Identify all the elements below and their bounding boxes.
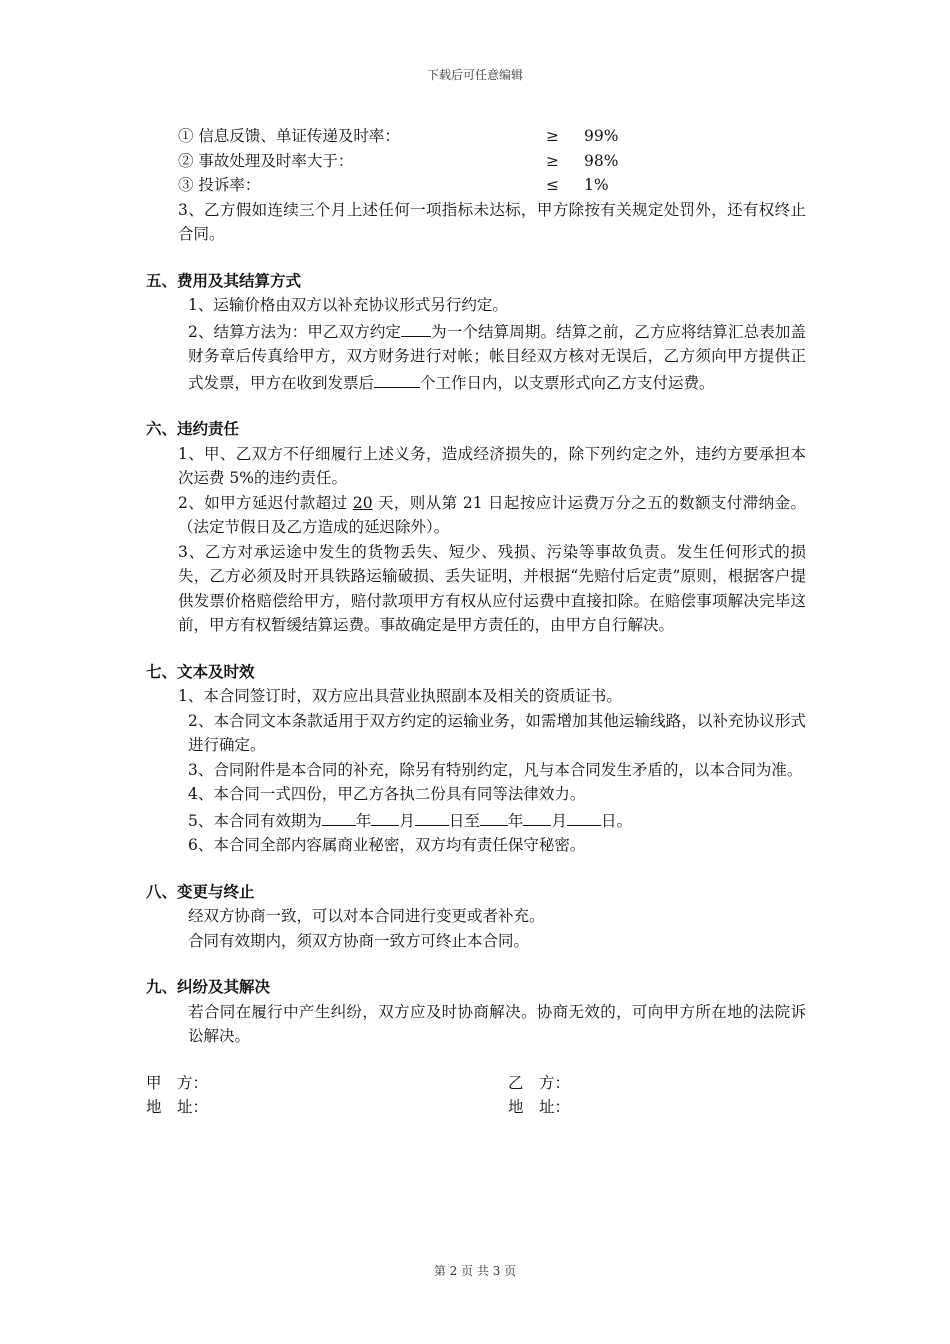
start-month-blank bbox=[371, 807, 399, 826]
metric-operator: ≤ bbox=[546, 176, 559, 194]
party-a-label: 甲 方： bbox=[146, 1073, 209, 1092]
section-7-paragraph-5 bbox=[146, 807, 806, 834]
section-8-paragraph-2: 合同有效期内，须双方协商一致方可终止本合同。 bbox=[188, 931, 530, 950]
metric-row bbox=[146, 149, 806, 174]
end-month-blank bbox=[523, 807, 551, 826]
section-6-paragraph-2 bbox=[146, 491, 806, 540]
settlement-text-b: 为一个结算周期。结算之前，乙方应将结算汇总表加盖财务章后传真给甲方，双方财务进行对帐；帐目经双方核对无误后，乙方须向甲方提供正式发票，甲方在收到发票后 bbox=[188, 322, 806, 392]
section-5-paragraph-1: 1、运输价格由双方以补充协议形式另行约定。 bbox=[188, 296, 508, 314]
end-day-unit: 日。 bbox=[600, 811, 632, 830]
end-day-blank bbox=[567, 807, 601, 826]
start-day-blank bbox=[415, 807, 449, 826]
section-6-paragraph-1: 1、甲、乙双方不仔细履行上述义务，造成经济损失的，除下列约定之外，违约方要承担本次运费 5%的违约责任。 bbox=[178, 444, 806, 487]
start-month-unit: 月 bbox=[399, 811, 415, 830]
party-b-label: 乙 方： bbox=[508, 1073, 571, 1092]
section-7-paragraph-4: 4、本合同一式四份，甲乙方各执二份具有同等法律效力。 bbox=[188, 785, 586, 803]
section-7-paragraph-1: 1、本合同签订时，双方应出具营业执照副本及相关的资质证书。 bbox=[178, 687, 622, 705]
page-header-note: 下载后可任意编辑 bbox=[426, 68, 523, 82]
section-6-title: 六、违约责任 bbox=[146, 420, 240, 438]
signature-block bbox=[146, 1071, 806, 1120]
address-b-label: 地 址： bbox=[508, 1098, 571, 1116]
metric-row bbox=[146, 124, 806, 149]
metric-value: 1% bbox=[584, 176, 609, 194]
start-day-unit: 日至 bbox=[448, 811, 480, 830]
section-7-title: 七、文本及时效 bbox=[146, 662, 255, 681]
end-year-unit: 年 bbox=[507, 811, 524, 830]
end-year-blank bbox=[480, 807, 508, 826]
section-9-paragraph-1: 若合同在履行中产生纠纷，双方应及时协商解决。协商无效的，可向甲方所在地的法院诉讼解决。 bbox=[188, 1002, 806, 1045]
end-month-unit: 月 bbox=[551, 811, 567, 830]
settlement-period-blank bbox=[401, 318, 431, 337]
signature-row-address bbox=[146, 1095, 806, 1120]
section-7-paragraph-2: 2、本合同文本条款适用于双方约定的运输业务，如需增加其他运输线路，以补充协议形式进行确定。 bbox=[188, 711, 806, 754]
settlement-text-c: 个工作日内，以支票形式向乙方支付运费。 bbox=[420, 373, 715, 392]
section-6-paragraph-3: 3、乙方对承运途中发生的货物丢失、短少、残损、污染等事故负责。发生任何形式的损失，乙方必须及时开具铁路运输破损、丢失证明，并根据“先赔付后定责”原则，根据客户提供发票价格赔偿给甲方，赔付款项甲方有权从应付运费中直接扣除。在赔偿事项解决完毕这前，甲方有权暂缓结算运费。事故确定是甲方责任的，由甲方自行解决。 bbox=[178, 542, 806, 634]
metric-value: 98% bbox=[584, 151, 619, 170]
address-a-label: 地 址： bbox=[146, 1098, 209, 1116]
late-payment-days: 20 bbox=[352, 493, 373, 512]
document-body bbox=[146, 124, 806, 1120]
section-8-title: 八、变更与终止 bbox=[146, 882, 255, 901]
section-7-paragraph-6: 6、本合同全部内容属商业秘密，双方均有责任保守秘密。 bbox=[188, 836, 586, 854]
late-payment-text-a: 2、如甲方延迟付款超过 bbox=[178, 493, 353, 512]
metric-label: ③ 投诉率： bbox=[178, 176, 261, 194]
metric-row bbox=[146, 173, 806, 198]
settlement-text-a: 2、结算方法为：甲乙双方约定 bbox=[188, 322, 402, 341]
validity-prefix: 5、本合同有效期为 bbox=[188, 811, 322, 830]
clause-3-paragraph: 3、乙方假如连续三个月上述任何一项指标未达标，甲方除按有关规定处罚外，还有权终止合同。 bbox=[178, 200, 806, 243]
metric-label: ① 信息反馈、单证传递及时率： bbox=[178, 127, 400, 145]
page-number: 第 2 页 共 3 页 bbox=[433, 1264, 517, 1278]
payment-days-blank bbox=[374, 369, 420, 388]
section-5-paragraph-2 bbox=[146, 318, 806, 396]
metric-operator: ≥ bbox=[546, 127, 559, 145]
start-year-unit: 年 bbox=[355, 811, 372, 830]
section-9-title: 九、纠纷及其解决 bbox=[146, 978, 271, 996]
section-8-paragraph-1: 经双方协商一致，可以对本合同进行变更或者补充。 bbox=[188, 907, 545, 925]
signature-row-party bbox=[146, 1071, 806, 1096]
section-7-paragraph-3: 3、合同附件是本合同的补充，除另有特别约定，凡与本合同发生矛盾的，以本合同为准。 bbox=[188, 760, 803, 779]
metric-operator: ≥ bbox=[546, 151, 559, 170]
metric-label: ② 事故处理及时率大于： bbox=[178, 151, 354, 170]
metric-value: 99% bbox=[584, 127, 619, 145]
section-5-title: 五、费用及其结算方式 bbox=[146, 271, 302, 290]
late-payment-text-b: 天，则从第 21 日起按应计运费万分之五的数额支付滞纳金。（法定节假日及乙方造成的延迟除外）。 bbox=[178, 493, 806, 536]
start-year-blank bbox=[322, 807, 356, 826]
